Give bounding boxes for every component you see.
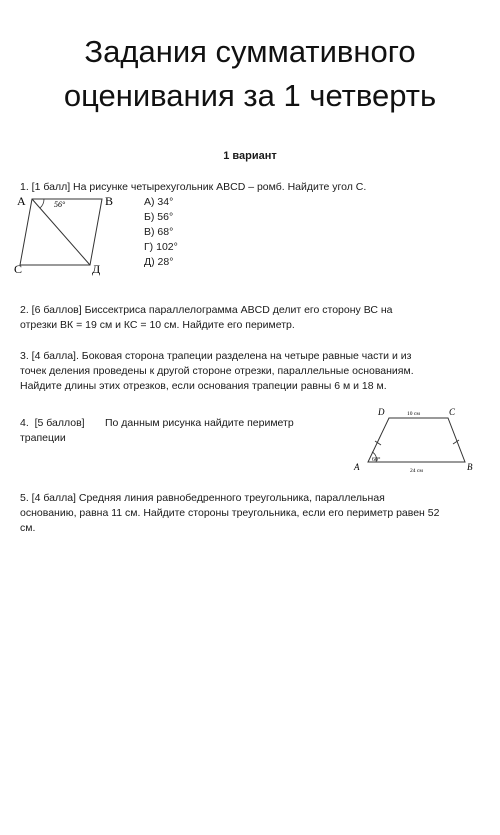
rhombus-figure [14, 193, 134, 277]
trapezoid-figure [350, 404, 485, 480]
task5-line-3: см. [20, 522, 36, 534]
angle-label: 56° [54, 200, 66, 209]
vertex-c-label: С [14, 262, 23, 276]
task2-line-1: 2. [6 баллов] Биссектриса параллелограмма ABCD делит его сторону ВС на [20, 304, 393, 316]
vertex-c-label: C [449, 407, 456, 417]
title-line-2: оценивания за 1 четверть [63, 78, 437, 113]
task3-line-1: 3. [4 балла]. Боковая сторона трапеции разделена на четыре равные части и из [20, 350, 412, 362]
vertex-b-label: B [467, 462, 473, 472]
task4-line-2: трапеции [20, 432, 66, 444]
top-base-label: 10 см [407, 411, 420, 417]
angle-label: 60° [372, 457, 381, 463]
task3-line-3: Найдите длины этих отрезков, если основания трапеции равны 6 м и 18 м. [20, 380, 387, 392]
task5-line-1: 5. [4 балла] Средняя линия равнобедренного треугольника, параллельная [20, 492, 385, 504]
task5-line-2: основанию, равна 11 см. Найдите стороны треугольника, если его периметр равен 52 [20, 507, 440, 519]
title-line-1: Задания суммативного [84, 34, 416, 69]
vertex-a-label: A [354, 462, 360, 472]
option-g: Г) 102° [144, 241, 178, 253]
trapezoid-shape [368, 418, 465, 462]
option-d: Д) 28° [144, 256, 174, 268]
task4-line-1: 4. [5 баллов] По данным рисунка найдите периметр [20, 417, 294, 429]
task3-line-2: точек деления проведены к другой стороне отрезки, параллельные основаниям. [20, 365, 414, 377]
option-v: В) 68° [144, 226, 174, 238]
task1-text: 1. [1 балл] На рисунке четырехугольник ABCD – ромб. Найдите угол С. [20, 181, 367, 193]
task2-line-2: отрезки ВК = 19 см и КС = 10 см. Найдите его периметр. [20, 319, 295, 331]
vertex-b-label: В [105, 194, 114, 208]
variant-heading: 1 вариант [223, 150, 277, 162]
vertex-a-label: А [17, 194, 26, 208]
option-b: Б) 56° [144, 211, 174, 223]
page-title [0, 30, 500, 118]
angle-arc [40, 199, 44, 208]
option-a: А) 34° [144, 196, 174, 208]
vertex-d-label: Д [92, 262, 101, 276]
bottom-base-label: 24 см [410, 468, 423, 474]
vertex-d-label: D [378, 407, 385, 417]
